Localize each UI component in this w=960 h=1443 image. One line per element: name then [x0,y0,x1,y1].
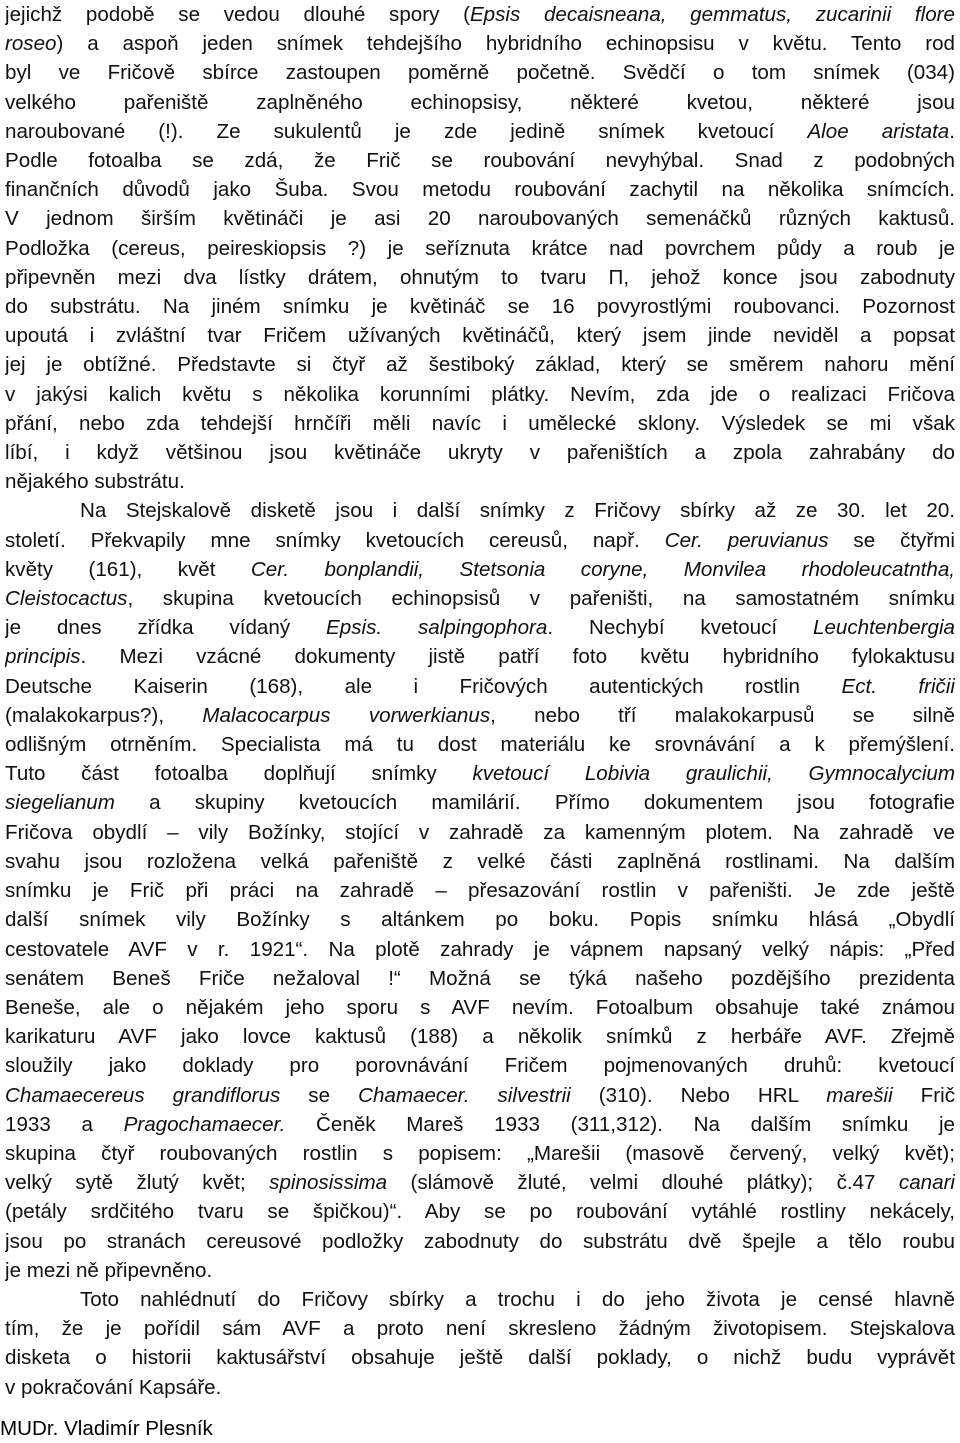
text-run: Toto nahlédnutí do Fričovy sbírky a trochu i do jeho života je censé hlavně [80,1287,955,1311]
text-run: tím, že je pořídil sám AVF a proto není skresleno žádným životopisem. Stejskalova [5,1317,955,1341]
paragraph-fric-collection-echinopsis [5,0,955,496]
text-line [5,234,955,263]
text-run: (slámově žluté, velmi dlouhé plátky); č.47 [387,1171,899,1195]
text-line [5,58,955,87]
text-line [5,1081,955,1110]
text-line [5,964,955,993]
text-run: 1933 a [5,1112,124,1136]
text-line [5,1168,955,1197]
text-line [5,204,955,233]
text-run: jej je obtížné. Představte si čtyř až šestiboký základ, který se směrem nahoru mění [5,353,955,377]
italic-taxon-name: marešii [826,1083,893,1107]
text-run: (malakokarpus?), [5,703,203,727]
text-line [5,730,955,759]
text-run: v pokračování Kapsáře. [5,1375,222,1399]
text-run: líbí, i když většinou jsou květináče ukryty v pařeništích a zpola zahrabány do [5,441,955,465]
italic-taxon-name: Leuchtenbergia [813,616,955,640]
text-line [5,1227,955,1256]
text-line [5,292,955,321]
text-run: Fričova obydlí – vily Božínky, stojící v zahradě za kamenným plotem. Na zahradě ve [5,820,955,844]
text-run: , skupina kvetoucích echinopsisů v pařeništi, na samostatném snímku [127,587,955,611]
paragraph-conclusion [5,1285,955,1402]
text-run: odlišným otrněním. Specialista má tu dost materiálu ke srovnávání a k přemýšlení. [5,733,955,757]
text-line [5,759,955,788]
text-run: další snímek vily Božínky s altánkem po boku. Popis snímku hlásá „Obydlí [5,908,955,932]
text-line [5,584,955,613]
text-line [5,380,955,409]
text-line [5,672,955,701]
text-run: skupina čtyř roubovaných rostlin s popisem: „Marešii (masově červený, velký květ); [5,1141,955,1165]
text-line [5,555,955,584]
text-line [5,818,955,847]
text-line [5,467,955,496]
text-run: Deutsche Kaiserin (168), ale i Fričových autentických rostlin [5,674,842,698]
italic-taxon-name: Malacocarpus vorwerkianus [202,703,491,727]
text-line [5,613,955,642]
text-line [5,1285,955,1314]
text-line [5,438,955,467]
text-run: ) a aspoň jeden snímek tehdejšího hybridního echinopsisu v květu. Tento rod [56,32,955,56]
text-run: byl ve Fričově sbírce zastoupen poměrně početně. Svědčí o tom snímek (034) [5,61,955,85]
text-run: finančních důvodů jako Šuba. Svou metodu roubování zachytil na několika snímcích. [5,178,955,202]
italic-taxon-name: Chamaecereus grandiflorus [5,1083,281,1107]
text-run: je mezi ně připevněno. [5,1258,213,1282]
italic-taxon-name: Aloe aristata [807,119,950,143]
text-run: je dnes zřídka vídaný [5,616,327,640]
italic-taxon-name: Cer. peruvianus [664,528,829,552]
text-run: , nebo tří malakokarpusů se silně [490,703,955,727]
text-line [5,788,955,817]
text-run: jejichž podobě se vedou dlouhé spory ( [5,3,470,26]
text-run: Čeněk Mareš 1933 (311,312). Na dalším snímku je [285,1112,955,1136]
text-run: a skupiny kvetoucích mamilárií. Přímo dokumentem jsou fotografie [114,791,955,815]
text-run: Podle fotoalba se zdá, že Frič se roubování nevyhýbal. Snad z podobných [5,149,955,173]
text-run: připevněn mezi dva lístky drátem, ohnutým to tvaru Π, jehož konce jsou zabodnuty [5,265,955,289]
text-line [5,350,955,379]
text-run: cestovatele AVF v r. 1921“. Na plotě zahrady je vápnem napsaný velký nápis: „Před [5,937,955,961]
text-run: karikaturu AVF jako lovce kaktusů (188) a několik snímků z herbáře AVF. Zřejmě [5,1025,955,1049]
text-run: sloužily jako doklady pro porovnávání Fričem pojmenovaných druhů: kvetoucí [5,1054,955,1078]
text-line [5,1022,955,1051]
text-line [5,1139,955,1168]
text-line [5,1197,955,1226]
text-run: V jednom širším květináči je asi 20 naroubovaných semenáčků různých kaktusů. [5,207,955,231]
text-run: do substrátu. Na jiném snímku je květináč se 16 povyrostlými roubovanci. Pozornost [5,295,955,319]
text-line [5,0,955,29]
text-run: (petály srdčitého tvaru se špičkou)“. Aby se po roubování vytáhlé rostliny nekácely, [5,1200,955,1224]
document-page [5,0,955,1440]
text-run: Na Stejskalově disketě jsou i další snímky z Fričovy sbírky až ze 30. let 20. [80,499,955,523]
text-line [5,701,955,730]
text-run: nějakého substrátu. [5,470,185,494]
text-line [5,496,955,525]
text-line [5,175,955,204]
text-line [5,526,955,555]
text-line [5,642,955,671]
text-run: Tuto část fotoalba doplňují snímky [5,762,473,786]
text-line [5,263,955,292]
text-run: snímku je Frič při práci na zahradě – přesazování rostlin v pařeništi. Je zde ještě [5,879,955,903]
text-run: Frič [892,1083,955,1107]
text-run: v jakýsi kalich květu s několika korunními plátky. Nevím, zda jde o realizaci Fričova [5,382,955,406]
italic-taxon-name: kvetoucí Lobivia graulichii, Gymnocalycium [472,762,955,786]
text-run: se čtyřmi [828,528,955,552]
italic-taxon-name: Ect. fričii [841,674,955,698]
italic-taxon-name: canari [898,1171,955,1195]
text-line [5,1343,955,1372]
text-run: (310). Nebo HRL [570,1083,827,1107]
italic-taxon-name: Cleistocactus [5,587,128,611]
text-line [5,935,955,964]
text-run: jsou po stranách cereusové podložky zabodnuty do substrátu dvě špejle a tělo roubu [5,1229,955,1253]
text-run: se [280,1083,359,1107]
italic-taxon-name: Cer. bonplandii, Stetsonia coryne, Monvilea rhodoleucatntha, [250,557,955,581]
italic-taxon-name: siegelianum [5,791,115,815]
text-run: . Mezi vzácné dokumenty jistě patří foto květu hybridního fylokaktusu [80,645,955,669]
text-line [5,1256,955,1285]
text-run: Podložka (cereus, peireskiopsis ?) je seříznuta krátce nad povrchem půdy a roub je [5,236,955,260]
italic-taxon-name: Pragochamaecer. [123,1112,286,1136]
text-run: . [949,119,955,143]
text-line [5,117,955,146]
text-line [5,876,955,905]
text-line [5,993,955,1022]
text-line [5,321,955,350]
text-line [5,1373,955,1402]
italic-taxon-name: principis [5,645,81,669]
text-line [5,29,955,58]
text-line [5,409,955,438]
text-run: velkého pařeniště zaplněného echinopsisy, některé kvetou, některé jsou [5,90,955,114]
text-run: Beneše, ale o nějakém jeho sporu s AVF nevím. Fotoalbum obsahuje také známou [5,995,955,1019]
text-run: svahu jsou rozložena velká pařeniště z velké části zaplněná rostlinami. Na dalším [5,849,955,873]
text-run: přání, nebo zda tehdejší hrnčíři měli navíc i umělecké sklony. Výsledek se mi však [5,411,955,435]
text-run: upoutá i zvláštní tvar Fričem užívaných květináčů, který jsem jinde neviděl a popsat [5,324,955,348]
italic-taxon-name: spinosissima [269,1171,388,1195]
paragraph-stejskal-diskette [5,496,955,1284]
text-run: . Nechybí kvetoucí [547,616,814,640]
text-line [5,905,955,934]
italic-taxon-name: Epsis. salpingophora [326,616,548,640]
text-run: století. Překvapily mne snímky kvetoucích cereusů, např. [5,528,665,552]
text-line [5,88,955,117]
text-run: květy (161), květ [5,557,251,581]
text-run: senátem Beneš Friče nežaloval !“ Možná se týká našeho pozdějšího prezidenta [5,966,955,990]
text-run: velký sytě žlutý květ; [5,1171,270,1195]
text-line [5,146,955,175]
text-line [5,1314,955,1343]
text-run: naroubované (!). Ze sukulentů je zde jedině snímek kvetoucí [5,119,808,143]
text-line [5,1051,955,1080]
italic-taxon-name: Epsis decaisneana, gemmatus, zucarinii flore [469,3,955,26]
text-run: disketa o historii kaktusářství obsahuje ještě další poklady, o nichž budu vyprávět [5,1346,955,1370]
italic-taxon-name: roseo [5,32,57,56]
text-line [5,1110,955,1139]
text-line [5,847,955,876]
author-signature: MUDr. Vladimír Plesník [0,1417,213,1440]
italic-taxon-name: Chamaecer. silvestrii [358,1083,571,1107]
